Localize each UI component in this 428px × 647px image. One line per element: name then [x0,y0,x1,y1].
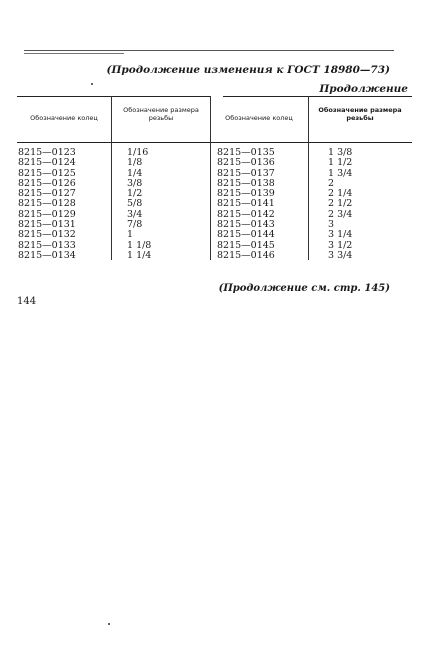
table-cell: 8215—0138 [217,177,275,189]
right-codes-column [217,148,275,261]
table-cell: 8215—0123 [18,147,76,158]
table-cell: 8215—0144 [217,229,275,241]
table-cell: 1 3/8 [328,147,353,158]
right-sizes-column [328,148,352,261]
table-cell: 1 1/4 [127,249,152,261]
page-number: 144 [17,296,37,307]
table-cell: 8215—0134 [18,249,76,261]
header-ring-designation-left: Обозначение колец [30,114,98,122]
table-cell: 8215—0143 [217,219,275,231]
header-ring-designation-right: Обозначение колец [225,114,293,122]
table-cell: 8215—0137 [217,167,275,179]
table-cell: 8215—0141 [217,198,275,210]
table-cell: 3 [328,219,335,231]
continuation-reference: (Продолжение см. стр. 145) [218,283,390,294]
table-cell: 8215—0145 [217,239,275,251]
table-cell: 8215—0146 [217,249,275,261]
table-cell: 8215—0139 [217,188,275,200]
table-cell: 8215—0125 [18,167,76,179]
table-top-rule-left [17,96,210,97]
speck [108,623,110,625]
top-rule [24,50,394,51]
table-cell: 8215—0127 [18,188,76,200]
table-cell: 8215—0129 [18,208,76,220]
table-cell: 8215—0133 [18,239,76,251]
table-cell: 1/2 [127,188,143,200]
table-cell: 3 3/4 [328,249,353,261]
header-thread-size-right: Обозначение размера резьбы [318,106,402,122]
continuation-note: (Продолжение изменения к ГОСТ 18980—73) [106,64,390,76]
table-cell: 8215—0132 [18,229,76,241]
table-cell: 8215—0135 [217,147,275,158]
table-cell: 1 3/4 [328,167,353,179]
table-cell: 2 [328,177,335,189]
table-cell: 8215—0136 [217,157,275,169]
table-cell: 1 1/8 [127,239,152,251]
top-rule-short [24,53,124,54]
left-sizes-column [127,148,151,261]
column-divider [308,96,309,260]
speck [91,83,93,85]
table-cell: 8215—0124 [18,157,76,169]
table-cell: 3/8 [127,177,143,189]
table-cell: 3 1/4 [328,229,353,241]
table-cell: 8215—0142 [217,208,275,220]
table-cell: 2 1/4 [328,188,353,200]
table-cell: 1/8 [127,157,143,169]
table-cell: 3/4 [127,208,143,220]
table-cell: 3 1/2 [328,239,353,251]
table-cell: 5/8 [127,198,143,210]
table-cell: 1/16 [127,147,149,158]
header-thread-size-left: Обозначение размера резьбы [123,106,199,122]
table-cell: 8215—0131 [18,219,76,231]
table-cell: 1 [127,229,134,241]
table-cell: 8215—0126 [18,177,76,189]
table-cell: 1/4 [127,167,143,179]
table-top-rule-right [223,96,412,97]
table-cell: 1 1/2 [328,157,353,169]
table-cell: 8215—0128 [18,198,76,210]
table-cell: 2 3/4 [328,208,353,220]
column-divider [111,96,112,260]
table-cell: 7/8 [127,219,143,231]
continuation-label: Продолжение [319,83,408,95]
table-cell: 2 1/2 [328,198,353,210]
left-codes-column [18,148,76,261]
table-header-rule [17,142,412,143]
